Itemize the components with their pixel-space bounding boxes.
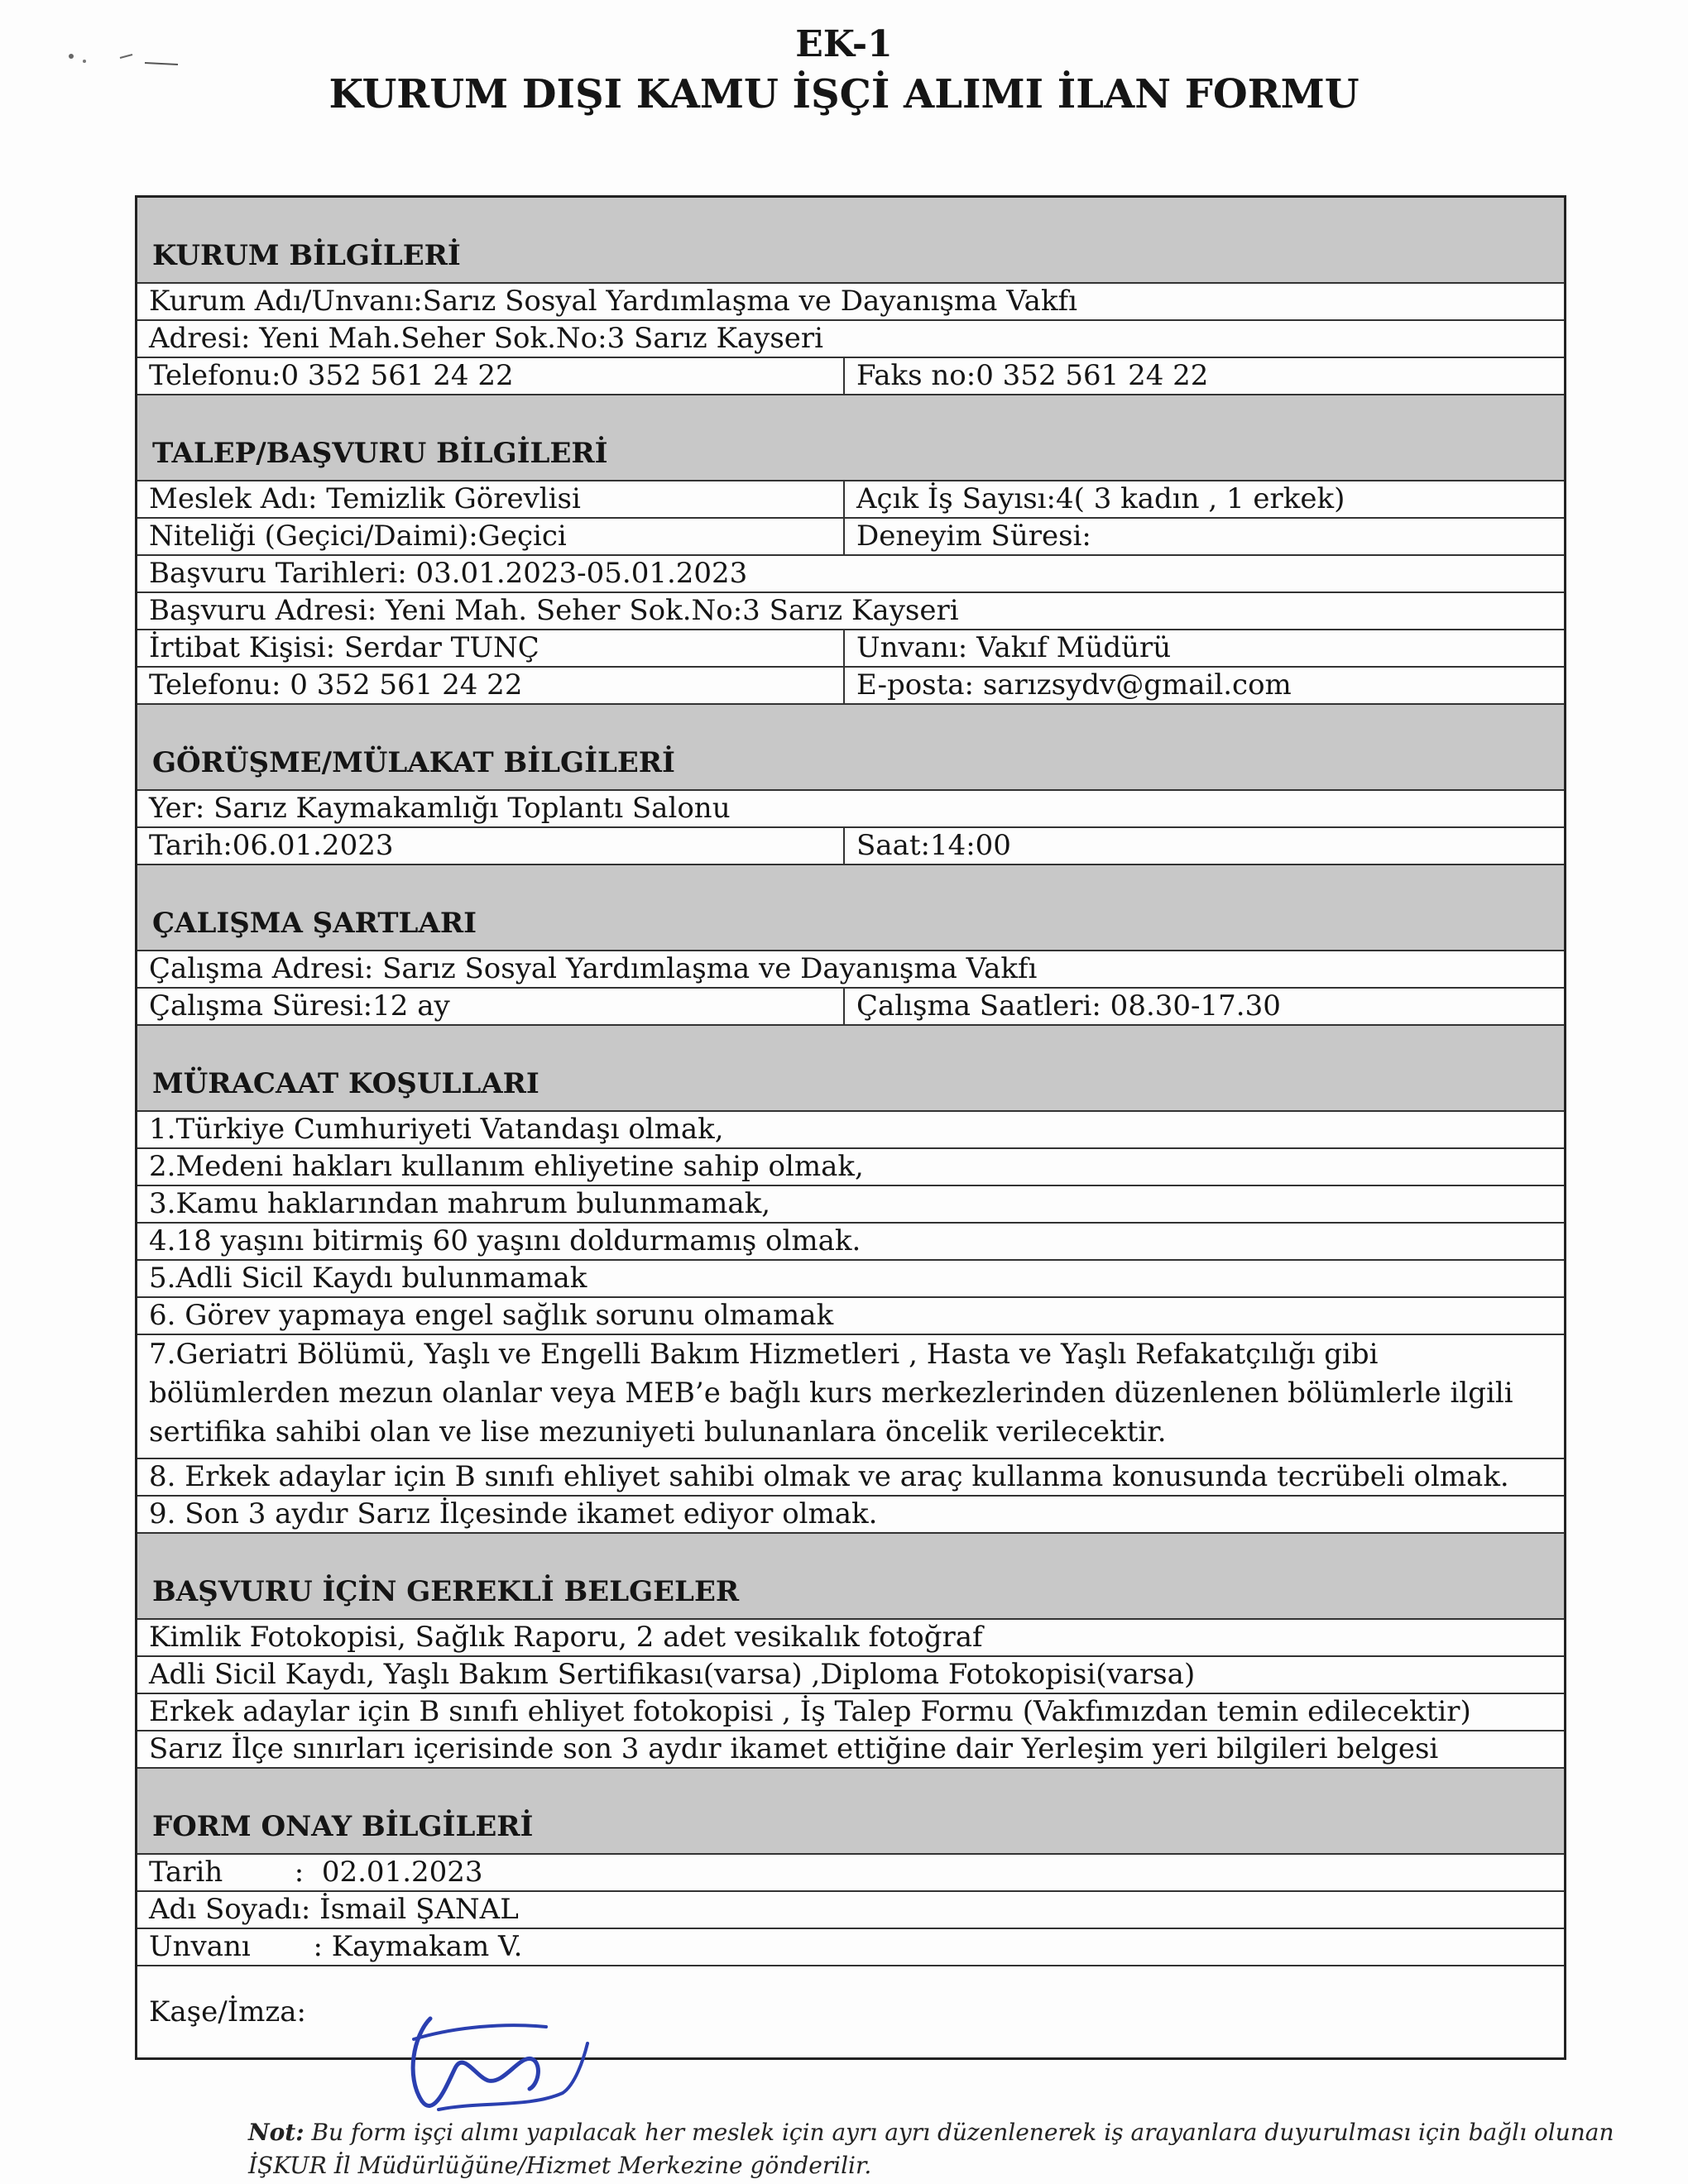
- section-talep: [137, 395, 1564, 481]
- condition-item: 1.Türkiye Cumhuriyeti Vatandaşı olmak,: [137, 1112, 1564, 1149]
- form-row: [137, 1966, 1564, 2057]
- section-gorusme: [137, 705, 1564, 791]
- signature: [397, 2002, 596, 2126]
- form-row: [137, 519, 1564, 556]
- section-heading: BAŞVURU İÇİN GEREKLİ BELGELER: [152, 1575, 740, 1608]
- irtibat-kisisi: İrtibat Kişisi: Serdar TUNÇ: [137, 630, 845, 666]
- niteligi: Niteliği (Geçici/Daimi):Geçici: [137, 519, 845, 554]
- form-row: [137, 481, 1564, 519]
- form-row: [137, 284, 1564, 321]
- meslek-adi: Meslek Adı: Temizlik Görevlisi: [137, 481, 845, 517]
- document-item: Erkek adaylar için B sınıfı ehliyet fotokopisi , İş Talep Formu (Vakfımızdan temin edilecektir): [137, 1694, 1564, 1731]
- gorusme-saati: Saat:14:00: [856, 829, 1011, 862]
- onay-unvani: Unvanı : Kaymakam V.: [149, 1930, 523, 1963]
- basvuru-adresi: Başvuru Adresi: Yeni Mah. Seher Sok.No:3 Sarız Kayseri: [149, 594, 959, 627]
- form-row: [137, 1929, 1564, 1966]
- section-onay: [137, 1769, 1564, 1855]
- kurum-fax: Faks no:0 352 561 24 22: [856, 359, 1209, 392]
- kurum-address: Adresi: Yeni Mah.Seher Sok.No:3 Sarız Kayseri: [149, 322, 824, 355]
- form-code: EK-1: [795, 23, 893, 65]
- form-row: [137, 668, 1564, 705]
- section-heading: MÜRACAAT KOŞULLARI: [152, 1067, 539, 1100]
- announcement-form: [135, 195, 1566, 2060]
- section-heading: GÖRÜŞME/MÜLAKAT BİLGİLERİ: [152, 746, 675, 779]
- section-heading: FORM ONAY BİLGİLERİ: [152, 1810, 534, 1843]
- form-row: [137, 556, 1564, 593]
- condition-item: 9. Son 3 aydır Sarız İlçesinde ikamet ediyor olmak.: [137, 1497, 1564, 1534]
- basvuru-tarihleri: Başvuru Tarihleri: 03.01.2023-05.01.2023: [149, 557, 748, 590]
- kase-imza-label: Kaşe/İmza:: [149, 1995, 307, 2028]
- form-row: [137, 951, 1564, 989]
- scan-specks: [66, 50, 199, 74]
- document-item: Sarız İlçe sınırları içerisinde son 3 aydır ikamet ettiğine dair Yerleşim yeri bilgileri belgesi: [137, 1731, 1564, 1769]
- form-row: [137, 321, 1564, 358]
- note-text: Bu form işçi alımı yapılacak her meslek için ayrı ayrı düzenlenerek iş arayanlara duyurulması için bağlı olunan İŞKUR İl Müdürlüğüne/Hizmet Merkezine gönderilir.: [248, 2119, 1614, 2179]
- form-row: [137, 791, 1564, 828]
- page-title: KURUM DIŞI KAMU İŞÇİ ALIMI İLAN FORMU: [328, 71, 1360, 117]
- onay-tarih: Tarih : 02.01.2023: [149, 1856, 483, 1889]
- condition-item: 8. Erkek adaylar için B sınıfı ehliyet sahibi olmak ve araç kullanma konusunda tecrübeli olmak.: [137, 1459, 1564, 1497]
- footer-note: [248, 2116, 1671, 2182]
- form-row: [137, 630, 1564, 668]
- irtibat-telefon: Telefonu: 0 352 561 24 22: [137, 668, 845, 703]
- note-label: Not:: [248, 2119, 305, 2146]
- form-row: [137, 828, 1564, 865]
- gorusme-tarihi: Tarih:06.01.2023: [137, 828, 845, 864]
- form-row: [137, 358, 1564, 395]
- deneyim-suresi: Deneyim Süresi:: [856, 520, 1091, 553]
- calisma-saatleri: Çalışma Saatleri: 08.30-17.30: [856, 989, 1281, 1023]
- section-muracaat: [137, 1026, 1564, 1112]
- form-row: [137, 1855, 1564, 1892]
- condition-item: 5.Adli Sicil Kaydı bulunmamak: [137, 1261, 1564, 1298]
- acik-is-sayisi: Açık İş Sayısı:4( 3 kadın , 1 erkek): [856, 482, 1345, 515]
- section-heading: KURUM BİLGİLERİ: [152, 239, 461, 272]
- condition-item: 6. Görev yapmaya engel sağlık sorunu olmamak: [137, 1298, 1564, 1335]
- form-row: [137, 989, 1564, 1026]
- gorusme-yeri: Yer: Sarız Kaymakamlığı Toplantı Salonu: [149, 792, 731, 825]
- document-item: Adli Sicil Kaydı, Yaşlı Bakım Sertifikası(varsa) ,Diploma Fotokopisi(varsa): [137, 1657, 1564, 1694]
- condition-item: 4.18 yaşını bitirmiş 60 yaşını doldurmamış olmak.: [137, 1224, 1564, 1261]
- irtibat-eposta: E-posta: sarızsydv@gmail.com: [856, 668, 1292, 702]
- onay-adi-soyadi: Adı Soyadı: İsmail ŞANAL: [149, 1893, 519, 1926]
- condition-item: 7.Geriatri Bölümü, Yaşlı ve Engelli Bakım Hizmetleri , Hasta ve Yaşlı Refakatçılığı gibi bölümlerden mezun olanlar veya MEB’e bağlı kurs merkezlerinden düzenlenen bölümlerle ilgili sertifika sahibi olan ve lise mezuniyeti bulunanlara öncelik verilecektir.: [137, 1335, 1564, 1459]
- condition-item: 2.Medeni hakları kullanım ehliyetine sahip olmak,: [137, 1149, 1564, 1186]
- calisma-adresi: Çalışma Adresi: Sarız Sosyal Yardımlaşma ve Dayanışma Vakfı: [149, 952, 1038, 985]
- document-item: Kimlik Fotokopisi, Sağlık Raporu, 2 adet vesikalık fotoğraf: [137, 1620, 1564, 1657]
- calisma-suresi: Çalışma Süresi:12 ay: [137, 989, 845, 1024]
- section-kurum: [137, 198, 1564, 284]
- section-calisma: [137, 865, 1564, 951]
- kurum-phone: Telefonu:0 352 561 24 22: [137, 358, 845, 394]
- form-row: [137, 1892, 1564, 1929]
- irtibat-unvani: Unvanı: Vakıf Müdürü: [856, 631, 1172, 664]
- section-heading: TALEP/BAŞVURU BİLGİLERİ: [152, 437, 608, 470]
- form-row: [137, 593, 1564, 630]
- section-heading: ÇALIŞMA ŞARTLARI: [152, 907, 477, 940]
- condition-item: 3.Kamu haklarından mahrum bulunmamak,: [137, 1186, 1564, 1224]
- section-belgeler: [137, 1534, 1564, 1620]
- kurum-name: Kurum Adı/Unvanı:Sarız Sosyal Yardımlaşma ve Dayanışma Vakfı: [149, 285, 1077, 318]
